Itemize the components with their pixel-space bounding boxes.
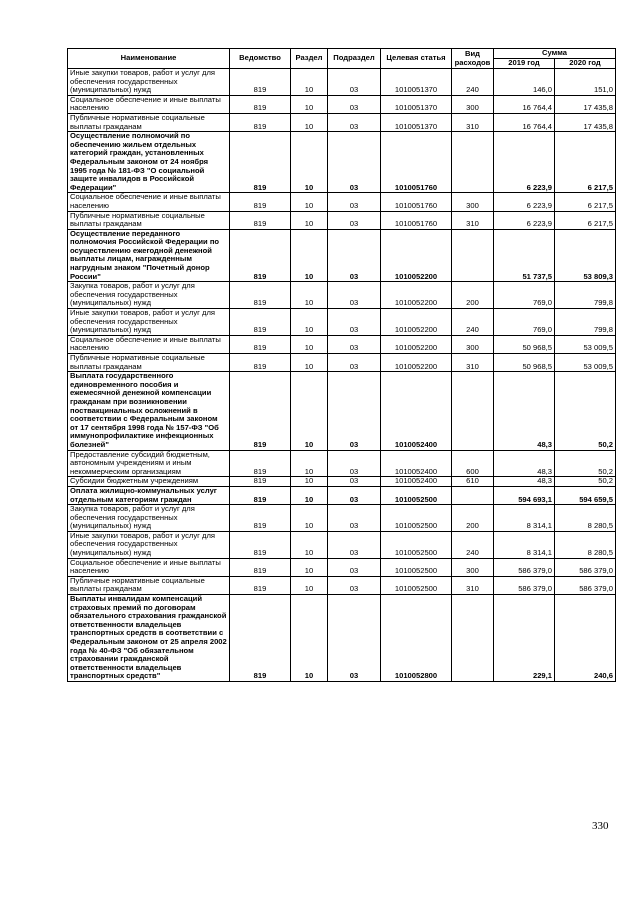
cell-target: 1010051370 xyxy=(381,69,452,96)
table-row xyxy=(68,309,616,336)
cell-dept: 819 xyxy=(230,531,291,558)
cell-section: 10 xyxy=(291,335,328,353)
cell-dept: 819 xyxy=(230,211,291,229)
cell-name: Субсидии бюджетным учреждениям xyxy=(68,477,230,487)
cell-dept: 819 xyxy=(230,486,291,504)
cell-section: 10 xyxy=(291,309,328,336)
cell-2020: 799,8 xyxy=(555,309,616,336)
table-row xyxy=(68,282,616,309)
cell-2019: 16 764,4 xyxy=(494,95,555,113)
cell-dept: 819 xyxy=(230,113,291,131)
cell-2020: 799,8 xyxy=(555,282,616,309)
cell-section: 10 xyxy=(291,282,328,309)
table-row xyxy=(68,132,616,193)
table-row xyxy=(68,211,616,229)
cell-name: Публичные нормативные социальные выплаты гражданам xyxy=(68,354,230,372)
table-body xyxy=(68,69,616,682)
cell-subsection: 03 xyxy=(328,450,381,477)
cell-target: 1010052500 xyxy=(381,531,452,558)
cell-subsection: 03 xyxy=(328,505,381,532)
cell-target: 1010052500 xyxy=(381,576,452,594)
cell-exptype: 240 xyxy=(452,309,494,336)
cell-exptype: 610 xyxy=(452,477,494,487)
table-row xyxy=(68,477,616,487)
header-sum: Сумма xyxy=(494,49,616,59)
cell-2020: 586 379,0 xyxy=(555,576,616,594)
header-dept: Ведомство xyxy=(230,49,291,69)
cell-exptype: 310 xyxy=(452,211,494,229)
cell-subsection: 03 xyxy=(328,372,381,450)
cell-name: Закупка товаров, работ и услуг для обеспечения государственных (муниципальных) нужд xyxy=(68,505,230,532)
cell-name: Закупка товаров, работ и услуг для обеспечения государственных (муниципальных) нужд xyxy=(68,282,230,309)
cell-subsection: 03 xyxy=(328,113,381,131)
cell-subsection: 03 xyxy=(328,558,381,576)
cell-section: 10 xyxy=(291,595,328,682)
table-row xyxy=(68,354,616,372)
cell-target: 1010052200 xyxy=(381,335,452,353)
table-row xyxy=(68,595,616,682)
header-section: Раздел xyxy=(291,49,328,69)
cell-subsection: 03 xyxy=(328,132,381,193)
table-row xyxy=(68,372,616,450)
cell-exptype: 300 xyxy=(452,95,494,113)
page-number: 330 xyxy=(592,820,609,832)
cell-section: 10 xyxy=(291,132,328,193)
cell-2019: 8 314,1 xyxy=(494,531,555,558)
cell-name: Социальное обеспечение и иные выплаты населению xyxy=(68,558,230,576)
cell-2020: 6 217,5 xyxy=(555,211,616,229)
cell-dept: 819 xyxy=(230,309,291,336)
cell-dept: 819 xyxy=(230,477,291,487)
cell-2020: 8 280,5 xyxy=(555,505,616,532)
cell-2019: 769,0 xyxy=(494,309,555,336)
cell-exptype xyxy=(452,595,494,682)
cell-2020: 6 217,5 xyxy=(555,193,616,211)
cell-name: Социальное обеспечение и иные выплаты населению xyxy=(68,335,230,353)
cell-section: 10 xyxy=(291,113,328,131)
cell-section: 10 xyxy=(291,69,328,96)
cell-exptype: 310 xyxy=(452,576,494,594)
cell-2019: 6 223,9 xyxy=(494,132,555,193)
header-subsection: Подраздел xyxy=(328,49,381,69)
table-row xyxy=(68,113,616,131)
cell-exptype: 310 xyxy=(452,113,494,131)
cell-exptype: 300 xyxy=(452,193,494,211)
cell-exptype: 240 xyxy=(452,531,494,558)
cell-dept: 819 xyxy=(230,132,291,193)
table-row xyxy=(68,450,616,477)
cell-subsection: 03 xyxy=(328,335,381,353)
cell-2019: 6 223,9 xyxy=(494,211,555,229)
table-row xyxy=(68,193,616,211)
cell-name: Осуществление полномочий по обеспечению жильем отдельных категорий граждан, установленных Федеральным законом от 24 ноября 1995 года № 181-ФЗ "О социальной защите инвалидов в Российской Федерации" xyxy=(68,132,230,193)
cell-dept: 819 xyxy=(230,354,291,372)
cell-subsection: 03 xyxy=(328,282,381,309)
cell-2020: 53 009,5 xyxy=(555,335,616,353)
cell-section: 10 xyxy=(291,95,328,113)
cell-dept: 819 xyxy=(230,450,291,477)
cell-2020: 586 379,0 xyxy=(555,558,616,576)
cell-subsection: 03 xyxy=(328,354,381,372)
table-row xyxy=(68,229,616,282)
header-target: Целевая статья xyxy=(381,49,452,69)
cell-target: 1010051760 xyxy=(381,211,452,229)
cell-subsection: 03 xyxy=(328,576,381,594)
cell-target: 1010052200 xyxy=(381,354,452,372)
cell-section: 10 xyxy=(291,486,328,504)
cell-2019: 16 764,4 xyxy=(494,113,555,131)
cell-name: Публичные нормативные социальные выплаты гражданам xyxy=(68,113,230,131)
cell-2019: 48,3 xyxy=(494,477,555,487)
cell-subsection: 03 xyxy=(328,531,381,558)
cell-2019: 769,0 xyxy=(494,282,555,309)
cell-target: 1010051370 xyxy=(381,113,452,131)
cell-2019: 8 314,1 xyxy=(494,505,555,532)
cell-2019: 6 223,9 xyxy=(494,193,555,211)
cell-2019: 586 379,0 xyxy=(494,576,555,594)
cell-name: Публичные нормативные социальные выплаты гражданам xyxy=(68,211,230,229)
cell-subsection: 03 xyxy=(328,477,381,487)
header-2020: 2020 год xyxy=(555,59,616,69)
cell-dept: 819 xyxy=(230,335,291,353)
cell-target: 1010052200 xyxy=(381,309,452,336)
table-row xyxy=(68,558,616,576)
cell-2019: 586 379,0 xyxy=(494,558,555,576)
cell-name: Предоставление субсидий бюджетным, автономным учреждениям и иным некоммерческим организациям xyxy=(68,450,230,477)
cell-exptype xyxy=(452,372,494,450)
cell-target: 1010052200 xyxy=(381,229,452,282)
cell-dept: 819 xyxy=(230,229,291,282)
cell-dept: 819 xyxy=(230,95,291,113)
table-row xyxy=(68,576,616,594)
cell-2019: 229,1 xyxy=(494,595,555,682)
cell-section: 10 xyxy=(291,229,328,282)
cell-dept: 819 xyxy=(230,282,291,309)
cell-exptype: 300 xyxy=(452,558,494,576)
cell-2020: 50,2 xyxy=(555,450,616,477)
cell-subsection: 03 xyxy=(328,486,381,504)
cell-section: 10 xyxy=(291,211,328,229)
cell-2019: 146,0 xyxy=(494,69,555,96)
header-exptype: Вид расходов xyxy=(452,49,494,69)
table-row xyxy=(68,69,616,96)
table-row xyxy=(68,486,616,504)
cell-name: Публичные нормативные социальные выплаты гражданам xyxy=(68,576,230,594)
cell-target: 1010052500 xyxy=(381,486,452,504)
cell-section: 10 xyxy=(291,477,328,487)
cell-2020: 6 217,5 xyxy=(555,132,616,193)
budget-table xyxy=(67,48,616,682)
cell-exptype: 200 xyxy=(452,505,494,532)
cell-name: Социальное обеспечение и иные выплаты населению xyxy=(68,95,230,113)
cell-subsection: 03 xyxy=(328,595,381,682)
cell-subsection: 03 xyxy=(328,309,381,336)
cell-section: 10 xyxy=(291,576,328,594)
cell-dept: 819 xyxy=(230,193,291,211)
cell-2020: 53 009,5 xyxy=(555,354,616,372)
cell-2020: 594 659,5 xyxy=(555,486,616,504)
cell-2019: 51 737,5 xyxy=(494,229,555,282)
cell-2020: 53 809,3 xyxy=(555,229,616,282)
cell-2020: 50,2 xyxy=(555,372,616,450)
cell-2020: 8 280,5 xyxy=(555,531,616,558)
cell-name: Иные закупки товаров, работ и услуг для обеспечения государственных (муниципальных) нужд xyxy=(68,69,230,96)
cell-target: 1010051760 xyxy=(381,132,452,193)
cell-section: 10 xyxy=(291,372,328,450)
header-2019: 2019 год xyxy=(494,59,555,69)
table-header xyxy=(68,49,616,69)
cell-exptype: 240 xyxy=(452,69,494,96)
cell-dept: 819 xyxy=(230,505,291,532)
cell-2019: 50 968,5 xyxy=(494,335,555,353)
cell-2020: 151,0 xyxy=(555,69,616,96)
cell-name: Выплаты инвалидам компенсаций страховых премий по договорам обязательного страхования гражданской ответственности владельцев транспортных средств в соответствии с Федеральным законом от 25 апреля 2002 года № 40-ФЗ "Об обязательном страховании гражданской ответственности владельцев транспортных средств" xyxy=(68,595,230,682)
cell-section: 10 xyxy=(291,531,328,558)
cell-exptype: 200 xyxy=(452,282,494,309)
cell-section: 10 xyxy=(291,505,328,532)
cell-exptype: 300 xyxy=(452,335,494,353)
table-row xyxy=(68,505,616,532)
cell-target: 1010052400 xyxy=(381,450,452,477)
cell-exptype xyxy=(452,229,494,282)
cell-target: 1010052400 xyxy=(381,372,452,450)
cell-2020: 240,6 xyxy=(555,595,616,682)
cell-2019: 50 968,5 xyxy=(494,354,555,372)
cell-dept: 819 xyxy=(230,372,291,450)
cell-subsection: 03 xyxy=(328,193,381,211)
cell-exptype: 600 xyxy=(452,450,494,477)
cell-dept: 819 xyxy=(230,69,291,96)
cell-2019: 594 693,1 xyxy=(494,486,555,504)
cell-section: 10 xyxy=(291,450,328,477)
cell-dept: 819 xyxy=(230,595,291,682)
cell-target: 1010052800 xyxy=(381,595,452,682)
cell-2020: 17 435,8 xyxy=(555,113,616,131)
cell-exptype xyxy=(452,486,494,504)
cell-target: 1010052500 xyxy=(381,558,452,576)
cell-subsection: 03 xyxy=(328,95,381,113)
table-row xyxy=(68,335,616,353)
cell-2019: 48,3 xyxy=(494,450,555,477)
cell-name: Иные закупки товаров, работ и услуг для обеспечения государственных (муниципальных) нужд xyxy=(68,309,230,336)
cell-target: 1010051370 xyxy=(381,95,452,113)
cell-section: 10 xyxy=(291,354,328,372)
cell-2020: 17 435,8 xyxy=(555,95,616,113)
cell-name: Социальное обеспечение и иные выплаты населению xyxy=(68,193,230,211)
cell-subsection: 03 xyxy=(328,211,381,229)
cell-subsection: 03 xyxy=(328,69,381,96)
table-row xyxy=(68,531,616,558)
cell-2019: 48,3 xyxy=(494,372,555,450)
cell-section: 10 xyxy=(291,558,328,576)
cell-2020: 50,2 xyxy=(555,477,616,487)
cell-name: Осуществление переданного полномочия Российской Федерации по осуществлению ежегодной денежной выплаты лицам, награжденным нагрудным знаком "Почетный донор России" xyxy=(68,229,230,282)
cell-target: 1010052500 xyxy=(381,505,452,532)
cell-exptype: 310 xyxy=(452,354,494,372)
cell-dept: 819 xyxy=(230,576,291,594)
cell-dept: 819 xyxy=(230,558,291,576)
cell-target: 1010052400 xyxy=(381,477,452,487)
cell-exptype xyxy=(452,132,494,193)
table-row xyxy=(68,95,616,113)
cell-target: 1010052200 xyxy=(381,282,452,309)
cell-name: Выплата государственного единовременного пособия и ежемесячной денежной компенсации гражданам при возникновении поствакцинальных осложнений в соответствии с Федеральным законом от 17 сентября 1998 года № 157-ФЗ "Об иммунопрофилактике инфекционных болезней" xyxy=(68,372,230,450)
cell-name: Оплата жилищно-коммунальных услуг отдельным категориям граждан xyxy=(68,486,230,504)
cell-section: 10 xyxy=(291,193,328,211)
cell-name: Иные закупки товаров, работ и услуг для обеспечения государственных (муниципальных) нужд xyxy=(68,531,230,558)
budget-table-container xyxy=(67,48,615,682)
header-name: Наименование xyxy=(68,49,230,69)
cell-subsection: 03 xyxy=(328,229,381,282)
cell-target: 1010051760 xyxy=(381,193,452,211)
